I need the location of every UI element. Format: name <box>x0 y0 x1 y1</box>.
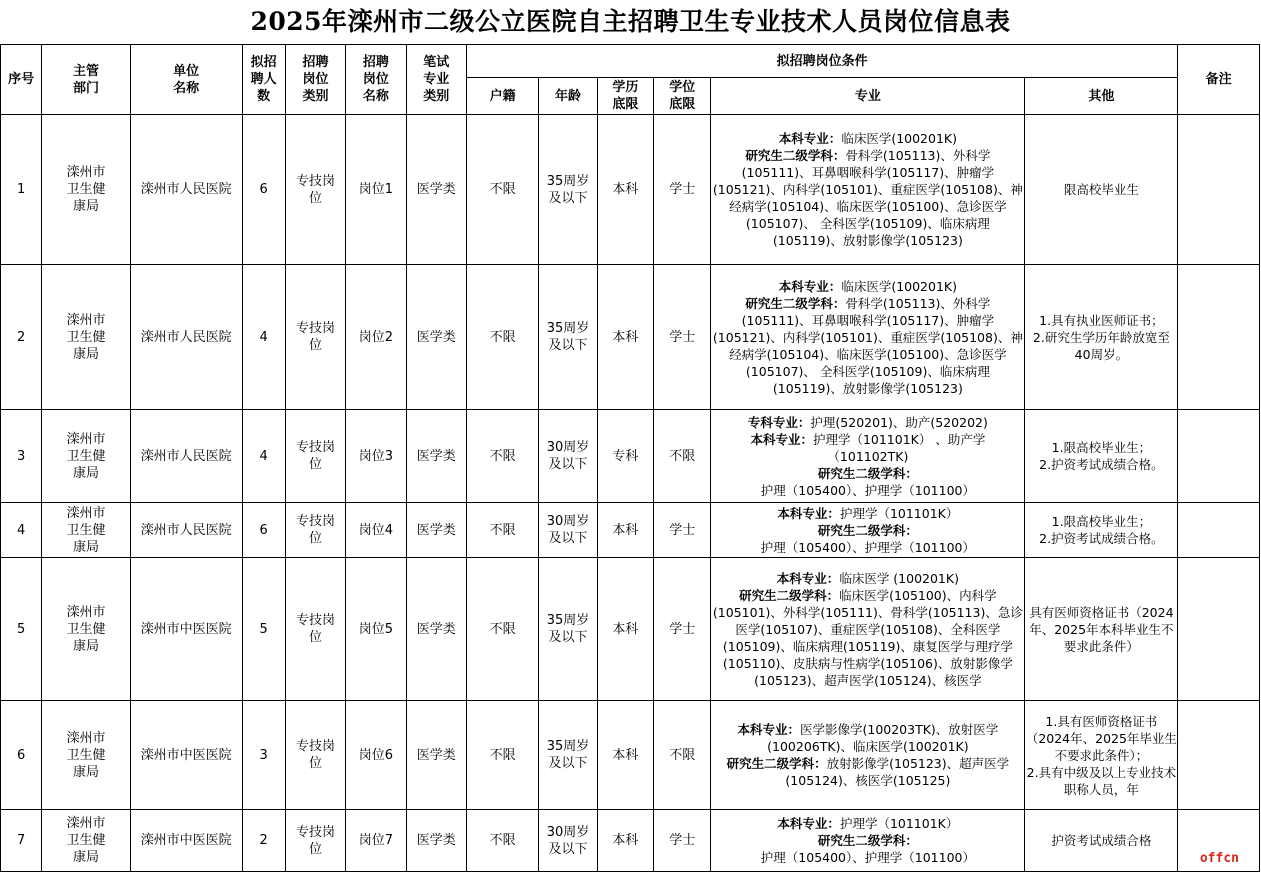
major-label: 研究生二级学科： <box>745 295 846 311</box>
header-dept: 主管部门 <box>42 45 131 115</box>
table-body <box>1 115 1260 872</box>
hukou-cell: 不限 <box>466 558 538 701</box>
major-label: 研究生二级学科： <box>817 833 918 848</box>
education-cell: 本科 <box>597 701 653 810</box>
header-age: 年龄 <box>539 78 597 115</box>
major-text: 临床医学(100201K) <box>841 278 957 294</box>
dept-cell: 滦州市卫生健康局 <box>42 115 131 265</box>
major-label: 专科专业： <box>747 414 811 430</box>
remark-cell <box>1178 115 1260 265</box>
post-name-cell: 岗位7 <box>346 810 406 872</box>
dept-cell: 滦州市卫生健康局 <box>42 410 131 503</box>
degree-cell: 学士 <box>654 115 711 265</box>
hukou-cell: 不限 <box>466 701 538 810</box>
seq-cell: 1 <box>1 115 42 265</box>
count-cell: 4 <box>242 410 285 503</box>
seq-cell: 3 <box>1 410 42 503</box>
major-text: 护理（105400）、护理学（101100） <box>760 539 975 555</box>
exam-category-cell: 医学类 <box>406 701 466 810</box>
degree-cell: 学士 <box>654 265 711 410</box>
post-name-cell: 岗位3 <box>346 410 406 503</box>
exam-category-cell: 医学类 <box>406 115 466 265</box>
header-unit: 单位名称 <box>130 45 242 115</box>
major-line <box>711 431 1024 465</box>
major-line <box>711 278 1024 295</box>
major-label: 本科专业： <box>776 570 840 586</box>
major-cell <box>711 701 1025 810</box>
seq-cell: 2 <box>1 265 42 410</box>
remark-cell <box>1178 558 1260 701</box>
job-info-table <box>0 44 1260 872</box>
major-label: 本科专业： <box>778 131 842 146</box>
dept-cell: 滦州市卫生健康局 <box>42 810 131 872</box>
seq-cell: 6 <box>1 701 42 810</box>
table-row <box>1 410 1260 503</box>
major-cell <box>711 410 1025 503</box>
post-name-cell: 岗位4 <box>346 503 406 558</box>
dept-cell: 滦州市卫生健康局 <box>42 701 131 810</box>
education-cell: 本科 <box>597 503 653 558</box>
major-text: 骨科学(105113)、外科学(105111)、耳鼻咽喉科学(105117)、肿瘤学(105121)、内科学(105101)、重症医学(105108)、神经病学(105104)、临床医学(105100)、急诊医学(105107)、 全科医学(105109)、临床病理(105119)、放射影像学(105123) <box>712 148 1023 248</box>
major-label: 研究生二级学科： <box>726 756 827 771</box>
header-other: 其他 <box>1025 78 1178 115</box>
major-cell <box>711 503 1025 558</box>
major-label: 研究生二级学科： <box>745 148 846 163</box>
major-label: 研究生二级学科： <box>817 465 918 481</box>
other-line: 护资考试成绩合格 <box>1051 833 1152 848</box>
major-text: 临床医学(105100)、内科学(105101)、外科学(105111)、骨科学(105113)、急诊医学(105107)、重症医学(105108)、全科医学(105109)、临床病理(105119)、康复医学与理疗学(105110)、皮肤病与性病学(105106)、放射影像学(105123)、超声医学(105124)、核医学 <box>712 587 1023 688</box>
other-line: 1.限高校毕业生； <box>1051 514 1152 529</box>
major-text: 骨科学(105113)、外科学(105111)、耳鼻咽喉科学(105117)、肿瘤学(105121)、内科学(105101)、重症医学(105108)、神经病学(105104)、临床医学(105100)、急诊医学(105107)、 全科医学(105109)、临床病理(105119)、放射影像学(105123) <box>712 295 1023 396</box>
post-name-cell: 岗位5 <box>346 558 406 701</box>
unit-cell: 滦州市人民医院 <box>130 503 242 558</box>
age-cell: 30周岁及以下 <box>539 410 597 503</box>
major-line <box>711 755 1024 789</box>
major-cell <box>711 810 1025 872</box>
table-row <box>1 503 1260 558</box>
major-line <box>711 832 1024 866</box>
remark-cell <box>1178 410 1260 503</box>
remark-cell <box>1178 701 1260 810</box>
other-line: 限高校毕业生 <box>1063 182 1139 197</box>
header-conditions: 拟招聘岗位条件 <box>466 45 1177 78</box>
major-line <box>711 815 1024 832</box>
major-text: 临床医学(100201K) <box>841 131 957 146</box>
degree-cell: 学士 <box>654 503 711 558</box>
table-row <box>1 810 1260 872</box>
post-type-cell: 专技岗位 <box>285 115 345 265</box>
major-line <box>711 414 1024 431</box>
post-type-cell: 专技岗位 <box>285 701 345 810</box>
major-label: 研究生二级学科： <box>817 522 918 538</box>
exam-category-cell: 医学类 <box>406 503 466 558</box>
major-cell <box>711 265 1025 410</box>
major-line <box>711 522 1024 556</box>
unit-cell: 滦州市人民医院 <box>130 115 242 265</box>
table-row <box>1 265 1260 410</box>
unit-cell: 滦州市中医医院 <box>130 701 242 810</box>
header-seq: 序号 <box>1 45 42 115</box>
major-line <box>711 505 1024 522</box>
major-text: 护理学（101101K） <box>839 505 959 521</box>
age-cell: 35周岁及以下 <box>539 558 597 701</box>
major-text: 放射影像学(105123)、超声医学(105124)、核医学(105125) <box>785 756 1010 788</box>
page-title: 2025年滦州市二级公立医院自主招聘卫生专业技术人员岗位信息表 <box>250 7 1011 36</box>
header-degree: 学位底限 <box>654 78 711 115</box>
other-line: 2.护资考试成绩合格。 <box>1039 531 1164 546</box>
degree-cell: 不限 <box>654 701 711 810</box>
header-major: 专业 <box>711 78 1025 115</box>
major-label: 本科专业： <box>777 505 840 521</box>
remark-cell <box>1178 265 1260 410</box>
age-cell: 35周岁及以下 <box>539 115 597 265</box>
major-label: 本科专业： <box>750 431 813 447</box>
education-cell: 专科 <box>597 410 653 503</box>
major-line <box>711 587 1024 689</box>
table-row <box>1 115 1260 265</box>
other-cell <box>1025 115 1178 265</box>
major-label: 本科专业： <box>737 722 800 737</box>
post-type-cell: 专技岗位 <box>285 503 345 558</box>
hukou-cell: 不限 <box>466 115 538 265</box>
count-cell: 2 <box>242 810 285 872</box>
major-line <box>711 465 1024 499</box>
degree-cell: 学士 <box>654 558 711 701</box>
other-cell <box>1025 503 1178 558</box>
other-line: 具有医师资格证书（2024年、2025年本科毕业生不要求此条件） <box>1029 604 1174 654</box>
age-cell: 35周岁及以下 <box>539 265 597 410</box>
seq-cell: 4 <box>1 503 42 558</box>
table-row <box>1 701 1260 810</box>
degree-cell: 不限 <box>654 410 711 503</box>
dept-cell: 滦州市卫生健康局 <box>42 503 131 558</box>
hukou-cell: 不限 <box>466 265 538 410</box>
major-line <box>711 130 1024 147</box>
header-exam-category: 笔试专业类别 <box>406 45 466 115</box>
header-remark: 备注 <box>1178 45 1260 115</box>
education-cell: 本科 <box>597 810 653 872</box>
other-cell <box>1025 410 1178 503</box>
major-line <box>711 570 1024 587</box>
major-text: 医学影像学(100203TK)、放射医学(100206TK)、临床医学(100201K) <box>767 722 999 754</box>
seq-cell: 5 <box>1 558 42 701</box>
other-line: 1.具有医师资格证书（2024年、2025年毕业生不要求此条件）； <box>1025 713 1177 763</box>
unit-cell: 滦州市中医医院 <box>130 810 242 872</box>
other-line: 2.具有中级及以上专业技术职称人员，年 <box>1026 764 1177 797</box>
education-cell: 本科 <box>597 265 653 410</box>
unit-cell: 滦州市中医医院 <box>130 558 242 701</box>
other-line: 1.限高校毕业生； <box>1051 440 1152 455</box>
hukou-cell: 不限 <box>466 410 538 503</box>
count-cell: 6 <box>242 503 285 558</box>
age-cell: 30周岁及以下 <box>539 810 597 872</box>
major-text: 临床医学 (100201K) <box>839 570 959 586</box>
remark-cell <box>1178 503 1260 558</box>
unit-cell: 滦州市人民医院 <box>130 410 242 503</box>
major-text: 护理(520201)、助产(520202) <box>810 414 988 430</box>
unit-cell: 滦州市人民医院 <box>130 265 242 410</box>
header-hukou: 户籍 <box>466 78 538 115</box>
exam-category-cell: 医学类 <box>406 810 466 872</box>
post-type-cell: 专技岗位 <box>285 265 345 410</box>
header-post-name: 招聘岗位名称 <box>346 45 406 115</box>
other-cell <box>1025 558 1178 701</box>
other-line: 2.研究生学历年龄放宽至40周岁。 <box>1032 329 1170 362</box>
age-cell: 30周岁及以下 <box>539 503 597 558</box>
header-education: 学历底限 <box>597 78 653 115</box>
header-count: 拟招聘人数 <box>242 45 285 115</box>
degree-cell: 学士 <box>654 810 711 872</box>
education-cell: 本科 <box>597 115 653 265</box>
post-type-cell: 专技岗位 <box>285 410 345 503</box>
other-cell <box>1025 701 1178 810</box>
education-cell: 本科 <box>597 558 653 701</box>
seq-cell: 7 <box>1 810 42 872</box>
dept-cell: 滦州市卫生健康局 <box>42 265 131 410</box>
hukou-cell: 不限 <box>466 810 538 872</box>
major-label: 本科专业： <box>777 816 840 831</box>
major-line <box>711 721 1024 755</box>
dept-cell: 滦州市卫生健康局 <box>42 558 131 701</box>
count-cell: 4 <box>242 265 285 410</box>
major-label: 研究生二级学科： <box>739 587 840 603</box>
exam-category-cell: 医学类 <box>406 558 466 701</box>
major-label: 本科专业： <box>778 278 842 294</box>
major-text: 护理学（101101K） 、助产学（101102TK) <box>812 431 986 464</box>
post-type-cell: 专技岗位 <box>285 810 345 872</box>
hukou-cell: 不限 <box>466 503 538 558</box>
major-text: 护理学（101101K） <box>839 816 959 831</box>
header-post-type: 招聘岗位类别 <box>285 45 345 115</box>
major-cell <box>711 558 1025 701</box>
post-type-cell: 专技岗位 <box>285 558 345 701</box>
other-line: 2.护资考试成绩合格。 <box>1039 457 1164 472</box>
post-name-cell: 岗位6 <box>346 701 406 810</box>
table-row <box>1 558 1260 701</box>
major-text: 护理（105400）、护理学（101100） <box>760 850 975 865</box>
watermark-logo: offcn <box>1199 851 1239 866</box>
major-line <box>711 295 1024 397</box>
other-cell <box>1025 810 1178 872</box>
count-cell: 3 <box>242 701 285 810</box>
age-cell: 35周岁及以下 <box>539 701 597 810</box>
post-name-cell: 岗位2 <box>346 265 406 410</box>
exam-category-cell: 医学类 <box>406 410 466 503</box>
exam-category-cell: 医学类 <box>406 265 466 410</box>
major-text: 护理（105400）、护理学（101100） <box>760 482 975 498</box>
other-cell <box>1025 265 1178 410</box>
major-line <box>711 147 1024 249</box>
count-cell: 6 <box>242 115 285 265</box>
other-line: 1.具有执业医师证书； <box>1039 312 1164 328</box>
count-cell: 5 <box>242 558 285 701</box>
major-cell <box>711 115 1025 265</box>
post-name-cell: 岗位1 <box>346 115 406 265</box>
